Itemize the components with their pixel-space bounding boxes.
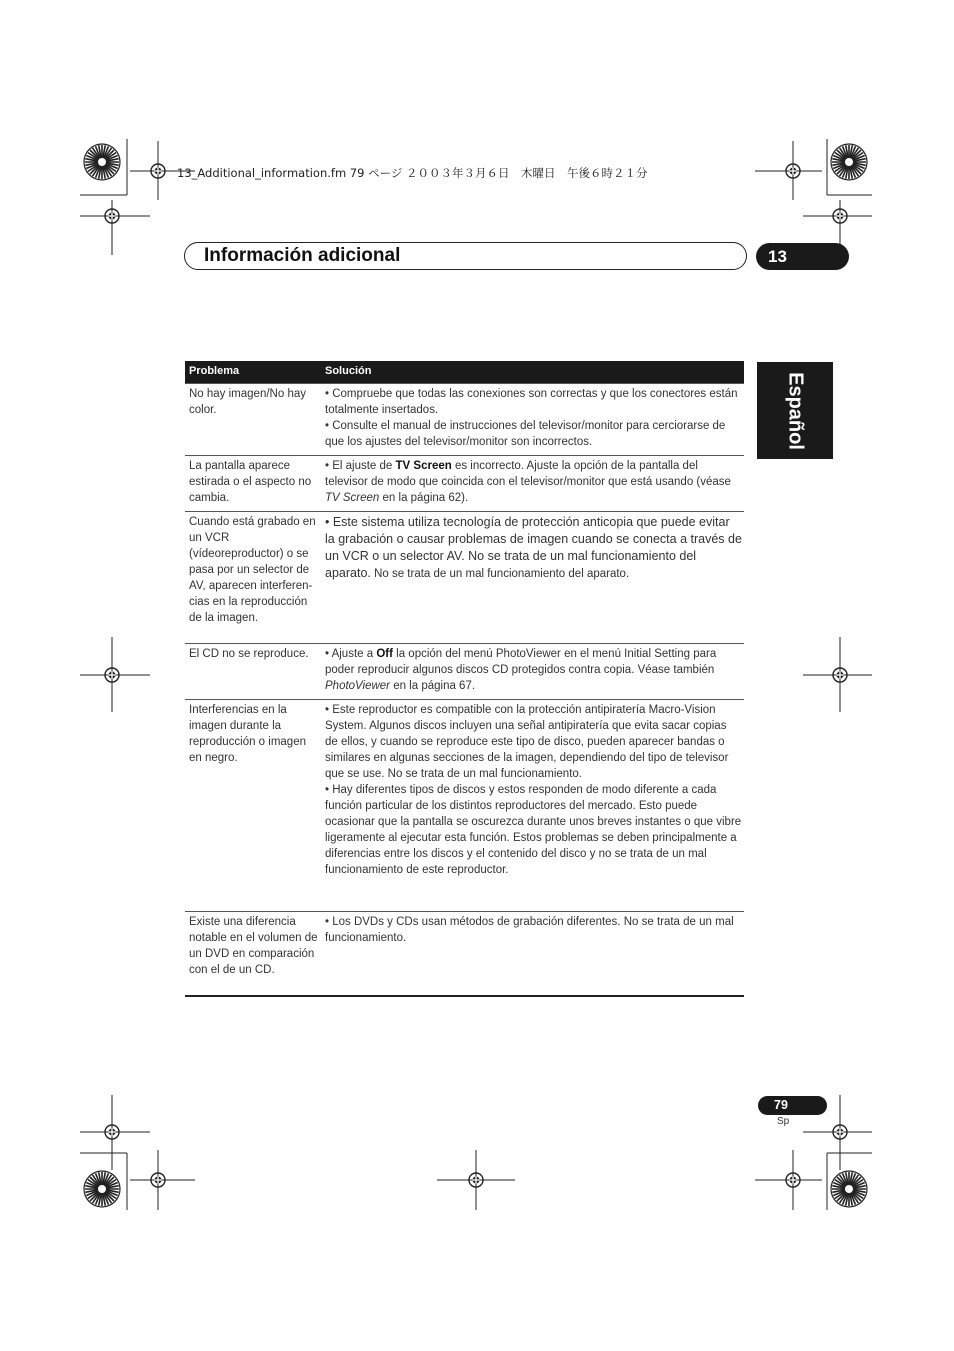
solution-cell — [321, 514, 744, 638]
problem-cell: La pantalla aparece estirada o el aspecto no cambia. — [189, 460, 312, 504]
text: es incorrecto. Ajuste la opción de la pantalla del televisor de modo que coincida con el televisor/monitor que está usando (véase — [325, 460, 731, 488]
table-row — [185, 455, 744, 511]
table-bottom-rule — [185, 995, 744, 997]
header-solution: Solución — [325, 365, 372, 377]
page-title: Información adicional — [204, 245, 401, 266]
setting-name: Off — [376, 648, 393, 660]
table-row — [185, 643, 744, 699]
troubleshooting-table — [185, 361, 744, 997]
reference-name: TV Screen — [325, 492, 380, 504]
language-tab-label: Español — [784, 371, 807, 450]
page-number: 79 — [758, 1096, 827, 1115]
text: en la página 67. — [390, 680, 476, 692]
problem-cell: Existe una diferencia notable en el volumen de un DVD en comparación con el de un CD. — [189, 916, 318, 976]
problem-cell: Interferencias en la imagen durante la reproducción o imagen en negro. — [189, 704, 306, 764]
solution-item: • Hay diferentes tipos de discos y estos responden de modo diferente a cada función particular de los distintos reproductores del mercado. Esto puede ocasionar que la pantalla se oscurezca durante unos breves instantes o que vibre ligeramente al ejecutar esta función. Estos problemas se deben principalmente a diferencias entre los discos y el contenido del disco y no se trata de un mal funcionamiento de este reproductor. — [325, 784, 742, 876]
text: en la página 62). — [379, 492, 469, 504]
solution-cell — [321, 646, 744, 694]
text: • El ajuste de — [325, 460, 396, 472]
problem-cell: Cuando está grabado en un VCR (vídeoreproductor) o se pasa por un selector de AV, aparecen interferen-cias en la reproducción de la imagen. — [189, 516, 316, 624]
setting-name: TV Screen — [395, 460, 452, 472]
table-header — [185, 361, 744, 383]
table-row — [185, 511, 744, 643]
problem-cell: El CD no se reproduce. — [189, 648, 309, 660]
table-row — [185, 699, 744, 911]
print-file-info: 13_Additional_information.fm 79 ページ ２００３年３月６日 木曜日 午後６時２１分 — [177, 166, 648, 180]
language-tab — [757, 362, 833, 459]
text: No se trata de un mal funcionamiento del aparato. — [370, 568, 630, 580]
solution-cell — [321, 458, 744, 506]
solution-item: • Compruebe que todas las conexiones son correctas y que los conectores están totalmente insertados. — [325, 388, 738, 416]
language-code: Sp — [777, 1116, 790, 1127]
solution-item: • Los DVDs y CDs usan métodos de grabación diferentes. No se trata de un mal funcionamiento. — [325, 916, 734, 944]
reference-name: PhotoViewer — [325, 680, 390, 692]
header-problem: Problema — [189, 365, 240, 377]
problem-cell: No hay imagen/No hay color. — [189, 388, 306, 416]
text: la opción del menú PhotoViewer en el menú Initial Setting para poder reproducir algunos discos CD protegidos contra copia. Véase también — [325, 648, 717, 676]
chapter-badge: 13 — [756, 243, 849, 270]
text: • Ajuste a — [325, 648, 377, 660]
table-row — [185, 383, 744, 455]
solution-cell — [321, 914, 744, 990]
solution-item: • Este reproductor es compatible con la protección antipiratería Macro-Vision System. Algunos discos incluyen una señal antipiratería que evita sacar copias de ellos, y cuando se reproduce este tipo de disco, pueden aparecer bandas o similares en algunas secciones de la imagen, dependiendo del tipo de televisor que se use. No se trata de un mal funcionamiento. — [325, 704, 729, 780]
table-row — [185, 911, 744, 995]
solution-item: • Consulte el manual de instrucciones del televisor/monitor para cerciorarse de que los ajustes del televisor/monitor son incorrectos. — [325, 420, 726, 448]
text: • Este sistema utiliza tecnología de protección anticopia que puede evitar la grabación o causar problemas de imagen cuando se conecta a través de un VCR o un selector AV. No se trata de un mal funcionamiento del aparato. — [325, 515, 742, 580]
solution-cell — [321, 702, 744, 906]
solution-cell — [321, 386, 744, 450]
